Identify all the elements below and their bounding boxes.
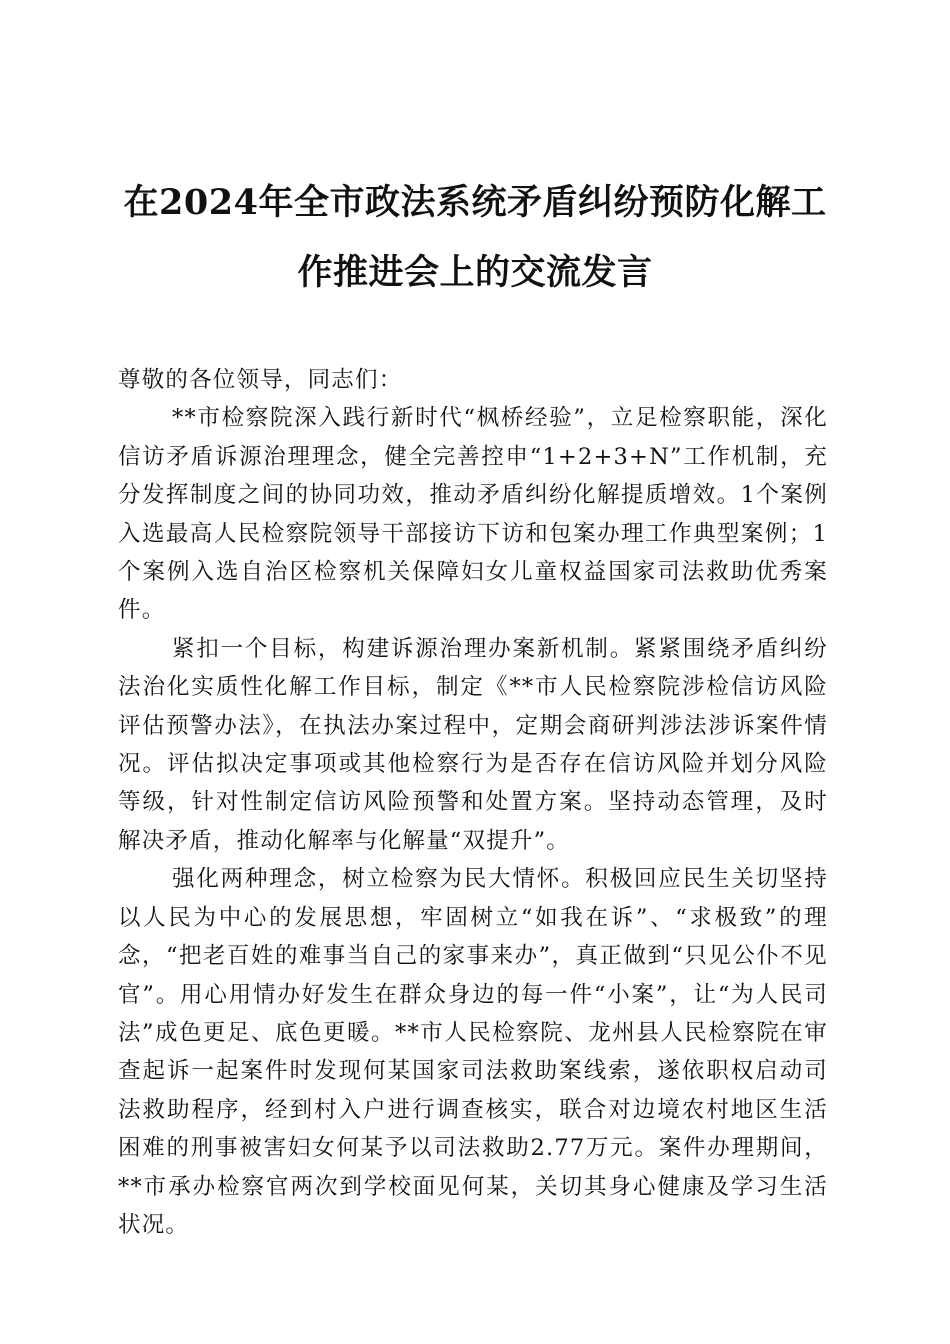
- paragraph-concepts: 强化两种理念，树立检察为民大情怀。积极回应民生关切坚持以人民为中心的发展思想，牢固树立“如我在诉”、“求极致”的理念，“把老百姓的难事当自己的家事来办”，真正做到“只见公仆不见官”。用心用情办好发生在群众身边的每一件“小案”，让“为人民司法”成色更足、底色更暖。**市人民检察院、龙州县人民检察院在审查起诉一起案件时发现何某国家司法救助案线索，遂依职权启动司法救助程序，经到村入户进行调查核实，联合对边境农村地区生活困难的刑事被害妇女何某予以司法救助2.77万元。案件办理期间，**市承办检察官两次到学校面见何某，关切其身心健康及学习生活状况。: [118, 866, 828, 1238]
- title-line-1: 在2024年全市政法系统矛盾纠纷预防化解工: [123, 182, 827, 223]
- paragraph-intro: **市检察院深入践行新时代“枫桥经验”，立足检察职能，深化信访矛盾诉源治理理念，健全完善控申“1+2+3+N”工作机制，充分发挥制度之间的协同功效，推动矛盾纠纷化解提质增效。1个案例入选最高人民检察院领导干部接访下访和包案办理工作典型案例；1个案例入选自治区检察机关保障妇女儿童权益国家司法救助优秀案件。: [118, 405, 828, 624]
- title-line-2: 作推进会上的交流发言: [297, 252, 653, 293]
- salutation: 尊敬的各位领导，同志们：: [118, 367, 403, 393]
- paragraph-goal: 紧扣一个目标，构建诉源治理办案新机制。紧紧围绕矛盾纠纷法治化实质性化解工作目标，制定《**市人民检察院涉检信访风险评估预警办法》，在执法办案过程中，定期会商研判涉法涉诉案件情况。评估拟决定事项或其他检察行为是否存在信访风险并划分风险等级，针对性制定信访风险预警和处置方案。坚持动态管理，及时解决矛盾，推动化解率与化解量“双提升”。: [118, 635, 828, 854]
- document-title: [110, 168, 840, 308]
- document-body: [118, 361, 828, 1244]
